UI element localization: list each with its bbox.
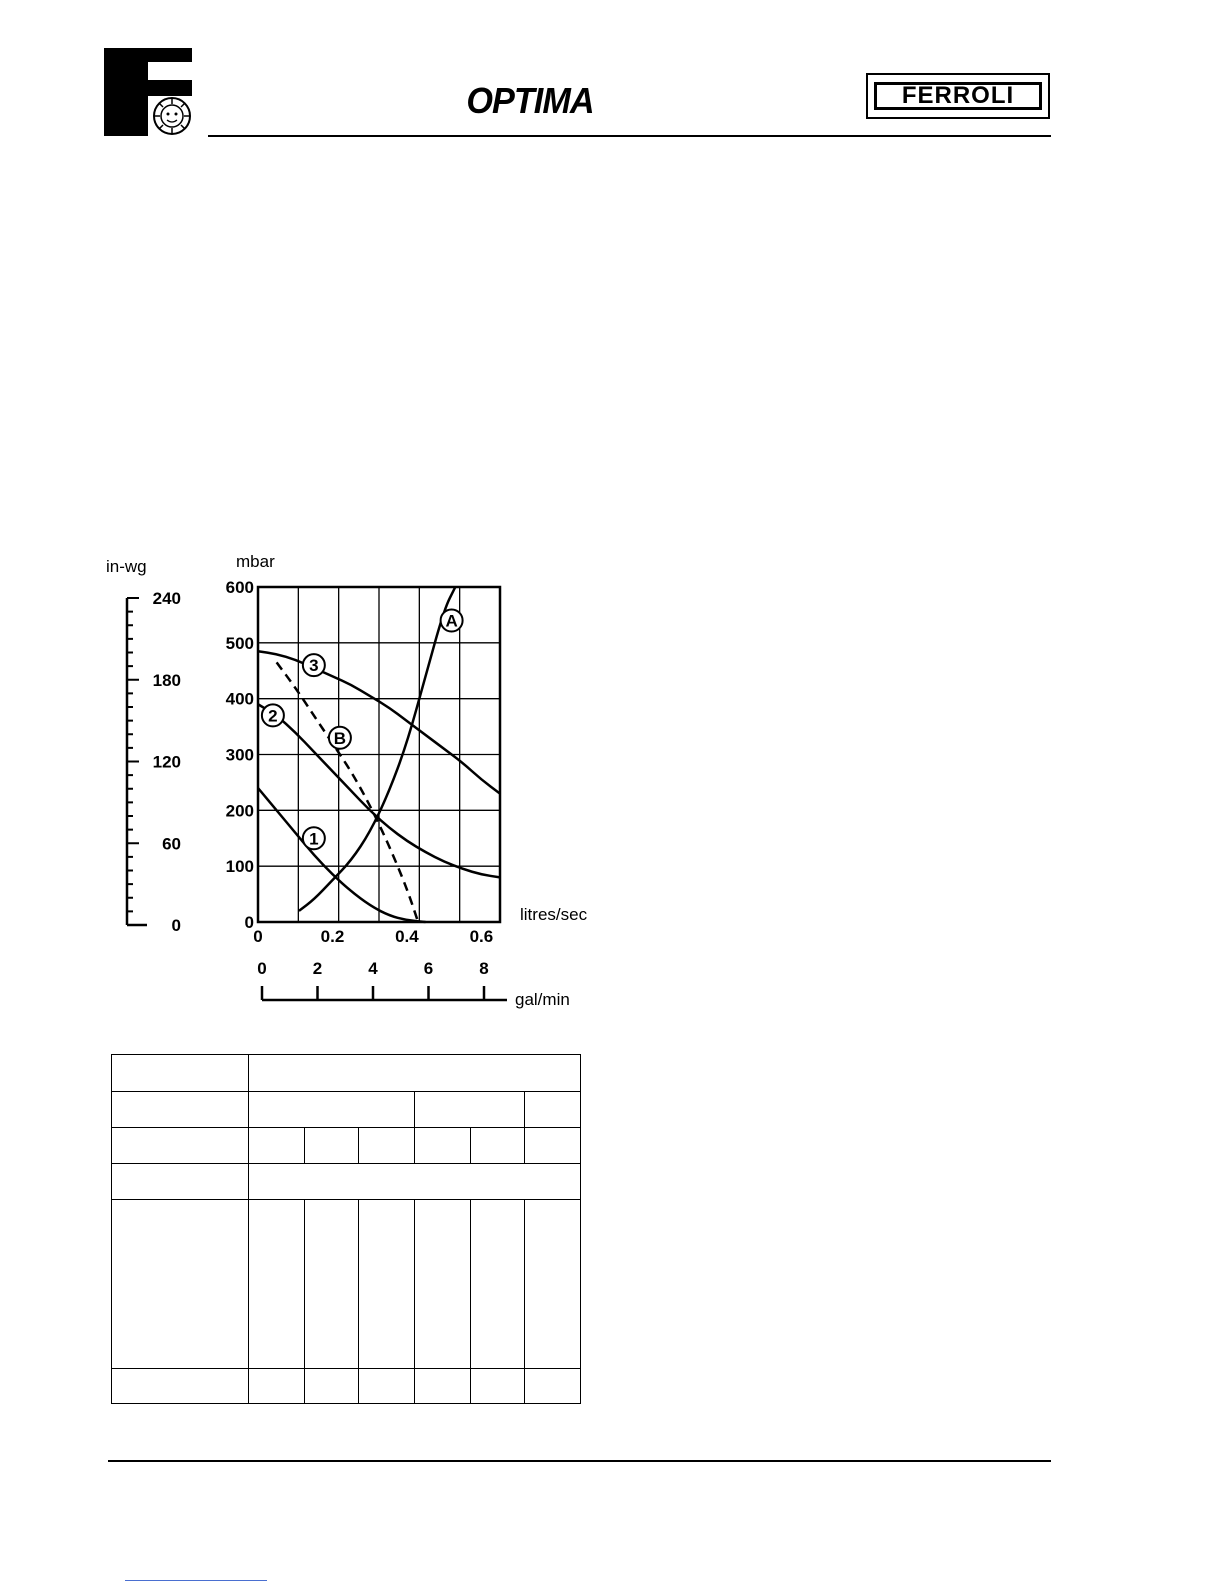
table-cell	[112, 1092, 249, 1128]
table-cell	[112, 1369, 249, 1404]
table-cell	[112, 1128, 249, 1164]
table-cell	[471, 1200, 525, 1369]
x-tick-label-gal-min: 0	[257, 959, 267, 978]
y-tick-label-in-wg: 120	[152, 752, 181, 772]
x-tick-label-litres: 0.2	[320, 927, 345, 946]
x-tick-label-gal-min: 8	[479, 959, 489, 978]
series-label-2: 2	[268, 706, 278, 726]
series-label-1: 1	[309, 829, 319, 849]
y-axis-label-in-wg: in-wg	[106, 557, 147, 576]
optima-brand-title: OPTIMA	[466, 80, 594, 121]
x-axis-label-litres: litres/sec	[520, 905, 588, 924]
table-row	[112, 1164, 581, 1200]
table-row	[112, 1369, 581, 1404]
table-cell	[112, 1200, 249, 1369]
table-cell	[112, 1055, 249, 1092]
table-cell	[415, 1200, 471, 1369]
series-label-B: B	[333, 728, 347, 748]
y-tick-label-mbar: 500	[225, 633, 254, 653]
y-tick-label-in-wg: 0	[171, 916, 181, 935]
table-cell	[471, 1369, 525, 1404]
ferroli-logo-text: FERROLI	[874, 82, 1042, 110]
table-cell	[305, 1369, 359, 1404]
y-tick-label-in-wg: 240	[152, 589, 181, 608]
table-row	[112, 1200, 581, 1369]
x-tick-label-gal-min: 6	[423, 959, 434, 978]
spec-table	[111, 1054, 581, 1404]
x-tick-label-litres: 0	[253, 927, 263, 946]
f-logo-icon	[104, 48, 192, 136]
table-cell	[525, 1200, 581, 1369]
table-cell	[249, 1369, 305, 1404]
table-cell	[525, 1128, 581, 1164]
table-cell	[249, 1092, 415, 1128]
ferroli-f-logo	[104, 48, 192, 136]
y-axis-label-mbar: mbar	[236, 552, 275, 571]
table-cell	[305, 1200, 359, 1369]
x-tick-label-gal-min: 4	[368, 959, 378, 978]
y-tick-label-in-wg: 60	[162, 834, 181, 854]
pump-performance-chart	[100, 545, 620, 1020]
x-tick-label-litres: 0.6	[469, 927, 494, 946]
y-tick-label-mbar: 100	[225, 857, 254, 877]
table-row	[112, 1055, 581, 1092]
y-tick-label-mbar: 400	[225, 689, 254, 709]
table-cell	[471, 1128, 525, 1164]
table-cell	[249, 1055, 581, 1092]
header-rule	[208, 135, 1051, 137]
x-axis-label-gal-min: gal/min	[515, 990, 570, 1009]
table-cell	[415, 1092, 525, 1128]
y-tick-label-mbar: 200	[225, 801, 254, 821]
y-tick-label-mbar: 300	[225, 745, 254, 765]
series-line-1	[258, 788, 426, 922]
table-cell	[525, 1092, 581, 1128]
table-cell	[305, 1128, 359, 1164]
chart-svg	[100, 545, 620, 1015]
table-row	[112, 1092, 581, 1128]
series-label-A: A	[445, 611, 458, 631]
x-tick-label-gal-min: 2	[312, 959, 323, 978]
table-cell	[249, 1200, 305, 1369]
table-cell	[525, 1369, 581, 1404]
y-tick-label-in-wg: 180	[152, 670, 181, 690]
footer-rule	[108, 1460, 1051, 1462]
table-cell	[249, 1128, 305, 1164]
y-tick-label-mbar: 600	[225, 578, 254, 597]
series-label-3: 3	[309, 656, 319, 676]
table-cell	[415, 1369, 471, 1404]
table-cell	[359, 1128, 415, 1164]
table-row	[112, 1128, 581, 1164]
table-cell	[359, 1200, 415, 1369]
footer-link-underline	[125, 1580, 267, 1581]
ferroli-brand-logo	[866, 73, 1050, 119]
y-tick-label-mbar: 0	[244, 913, 254, 932]
x-tick-label-litres: 0.4	[395, 927, 419, 946]
table-cell	[249, 1164, 581, 1200]
table-cell	[112, 1164, 249, 1200]
table-cell	[415, 1128, 471, 1164]
table-cell	[359, 1369, 415, 1404]
